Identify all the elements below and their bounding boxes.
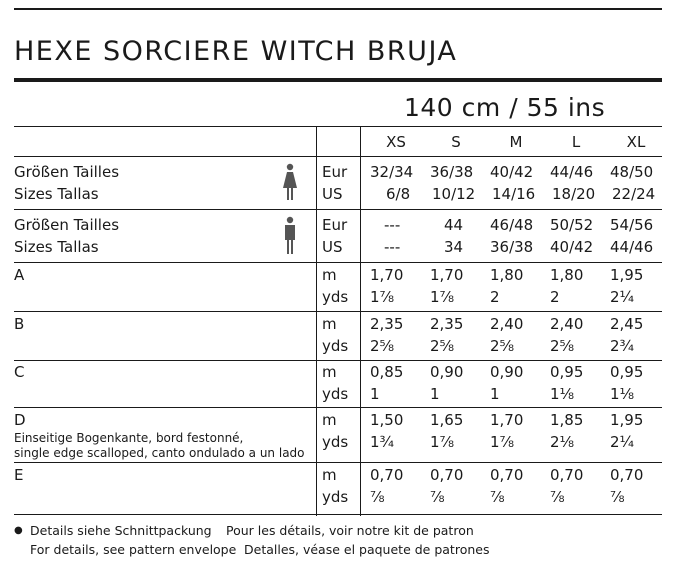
top-rule [14,8,662,10]
size-header-m: M [509,133,523,151]
cell-c-m-l: 0,95 [550,363,584,381]
cell-eur-xs: --- [384,216,401,234]
cell-us-s: 34 [444,238,464,256]
female-figure-icon [282,163,298,203]
footer-bullet: ● [14,525,23,536]
cell-us-xs: 6/8 [386,185,411,203]
unit-m: m [322,315,337,333]
cell-d-m-xl: 1,95 [610,411,644,429]
cell-eur-s: 36/38 [430,163,474,181]
unit-yds: yds [322,337,349,355]
unit-yds: yds [322,433,349,451]
view-label-c: C [14,363,25,381]
view-note-d-2: single edge scalloped, canto ondulado a un lado [14,446,305,460]
cell-b-yds-xs: 2⅝ [370,337,395,355]
cell-eur-m: 40/42 [490,163,534,181]
cell-a-m-m: 1,80 [490,266,524,284]
unit-m: m [322,411,337,429]
cell-us-xl: 44/46 [610,238,654,256]
cell-e-yds-l: ⅞ [550,488,565,506]
group-label-men-2: Sizes Tallas [14,238,99,256]
footer-fr: Pour les détails, voir notre kit de patron [226,523,474,538]
fabric-width-heading: 140 cm / 55 ins [404,93,606,122]
cell-d-yds-s: 1⅞ [430,433,455,451]
cell-c-m-xs: 0,85 [370,363,404,381]
cell-us-xl: 22/24 [612,185,656,203]
cell-us-m: 14/16 [492,185,536,203]
group-label-men-1: Größen Tailles [14,216,120,234]
cell-eur-l: 50/52 [550,216,594,234]
cell-e-yds-xl: ⅞ [610,488,625,506]
cell-a-yds-m: 2 [490,288,500,306]
cell-e-m-l: 0,70 [550,466,584,484]
cell-b-yds-s: 2⅝ [430,337,455,355]
col-divider-unit [360,126,361,516]
view-rule-d [14,462,662,463]
cell-b-yds-xl: 2¾ [610,337,635,355]
cell-a-m-xl: 1,95 [610,266,644,284]
cell-e-yds-m: ⅞ [490,488,505,506]
cell-b-m-xs: 2,35 [370,315,404,333]
group-rule-women [14,209,662,210]
group-rule-men [14,262,662,263]
cell-b-yds-l: 2⅝ [550,337,575,355]
cell-a-m-l: 1,80 [550,266,584,284]
cell-a-yds-xs: 1⅞ [370,288,395,306]
cell-us-l: 40/42 [550,238,594,256]
table-top-rule [14,126,662,127]
cell-e-yds-xs: ⅞ [370,488,385,506]
cell-eur-xs: 32/34 [370,163,414,181]
unit-m: m [322,266,337,284]
cell-d-yds-xl: 2¼ [610,433,635,451]
view-label-e: E [14,466,24,484]
col-divider-label [316,126,317,516]
cell-a-yds-l: 2 [550,288,560,306]
cell-d-m-l: 1,85 [550,411,584,429]
cell-eur-l: 44/46 [550,163,594,181]
footer-en: For details, see pattern envelope [30,542,237,557]
view-rule-c [14,407,662,408]
view-note-d-1: Einseitige Bogenkante, bord festonné, [14,431,244,445]
size-header-l: L [571,133,581,151]
view-label-d: D [14,411,26,429]
cell-e-m-s: 0,70 [430,466,464,484]
cell-b-m-xl: 2,45 [610,315,644,333]
size-header-s: S [451,133,461,151]
cell-b-m-l: 2,40 [550,315,584,333]
unit-m: m [322,363,337,381]
group-label-women-2: Sizes Tallas [14,185,99,203]
cell-eur-xl: 54/56 [610,216,654,234]
page-title: HEXE SORCIERE WITCH BRUJA [14,36,458,67]
cell-a-m-xs: 1,70 [370,266,404,284]
cell-us-s: 10/12 [432,185,476,203]
unit-eur: Eur [322,216,348,234]
cell-eur-xl: 48/50 [610,163,654,181]
cell-eur-s: 44 [444,216,464,234]
cell-b-yds-m: 2⅝ [490,337,515,355]
cell-d-yds-xs: 1¾ [370,433,395,451]
cell-e-m-xl: 0,70 [610,466,644,484]
cell-d-m-s: 1,65 [430,411,464,429]
cell-d-yds-m: 1⅞ [490,433,515,451]
unit-m: m [322,466,337,484]
footer-de: Details siehe Schnittpackung [30,523,212,538]
cell-c-yds-m: 1 [490,385,500,403]
cell-d-m-xs: 1,50 [370,411,404,429]
cell-us-m: 36/38 [490,238,534,256]
view-label-b: B [14,315,25,333]
male-figure-icon [282,216,298,256]
cell-us-l: 18/20 [552,185,596,203]
cell-d-m-m: 1,70 [490,411,524,429]
cell-c-yds-xl: 1⅛ [610,385,635,403]
view-label-a: A [14,266,25,284]
unit-eur: Eur [322,163,348,181]
cell-c-m-m: 0,90 [490,363,524,381]
cell-b-m-s: 2,35 [430,315,464,333]
cell-b-m-m: 2,40 [490,315,524,333]
footer-es: Detalles, véase el paquete de patrones [244,542,490,557]
cell-d-yds-l: 2⅛ [550,433,575,451]
cell-c-yds-xs: 1 [370,385,380,403]
cell-c-m-xl: 0,95 [610,363,644,381]
size-header-xl: XL [626,133,646,151]
group-label-women-1: Größen Tailles [14,163,120,181]
cell-c-m-s: 0,90 [430,363,464,381]
unit-us: US [322,185,343,203]
view-rule-a [14,311,662,312]
cell-a-yds-xl: 2¼ [610,288,635,306]
unit-us: US [322,238,343,256]
cell-e-yds-s: ⅞ [430,488,445,506]
cell-c-yds-s: 1 [430,385,440,403]
title-rule [14,78,662,82]
view-rule-b [14,360,662,361]
header-rule [14,156,662,157]
size-header-xs: XS [386,133,406,151]
cell-e-m-m: 0,70 [490,466,524,484]
cell-a-yds-s: 1⅞ [430,288,455,306]
unit-yds: yds [322,288,349,306]
unit-yds: yds [322,385,349,403]
unit-yds: yds [322,488,349,506]
cell-us-xs: --- [384,238,401,256]
cell-a-m-s: 1,70 [430,266,464,284]
cell-eur-m: 46/48 [490,216,534,234]
cell-e-m-xs: 0,70 [370,466,404,484]
cell-c-yds-l: 1⅛ [550,385,575,403]
table-bottom-rule [14,514,662,515]
